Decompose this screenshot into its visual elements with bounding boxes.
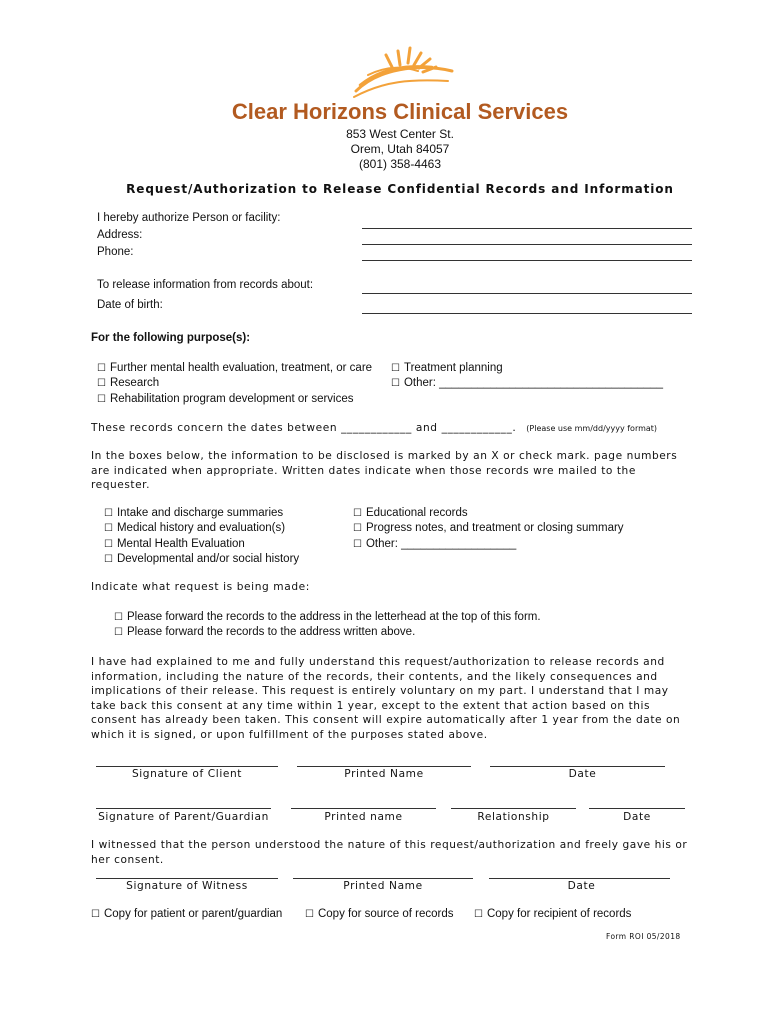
checkbox-icon[interactable]: ☐ — [91, 909, 100, 920]
witness-statement: I witnessed that the person understood the nature of this request/authorization and freely gave his or her consent. — [91, 839, 688, 866]
recipient-phone-field[interactable] — [362, 260, 692, 261]
record-option[interactable]: ☐ Developmental and/or social history — [104, 553, 300, 565]
checkbox-icon[interactable]: ☐ — [353, 508, 362, 519]
dob-label: Date of birth: — [97, 299, 163, 311]
org-phone: (801) 358-4463 — [358, 157, 442, 171]
printed-name-label: Printed Name — [344, 768, 424, 780]
guardian-printed-name-field[interactable] — [291, 808, 436, 809]
client-signature-label: Signature of Client — [131, 768, 243, 780]
end-date-field[interactable]: ____________. — [441, 422, 517, 434]
recipient-address-field[interactable] — [362, 244, 692, 245]
release-about-label: To release information from records about: — [97, 279, 314, 291]
purpose-option[interactable]: ☐ Research — [97, 377, 160, 389]
date-label: Date — [623, 811, 651, 823]
witness-signature-label: Signature of Witness — [126, 880, 248, 892]
purpose-option[interactable]: ☐ Further mental health evaluation, treatment, or care — [97, 362, 373, 374]
client-date-field[interactable] — [490, 766, 665, 767]
checkbox-icon[interactable]: ☐ — [353, 539, 362, 550]
address-line-2: Orem, Utah 84057 — [350, 142, 450, 156]
witness-printed-name-field[interactable] — [293, 878, 473, 879]
dates-line: These records concern the dates between ____________ and ____________. (Please use mm/dd/yyyy format) — [91, 422, 658, 434]
copy-option[interactable]: ☐ Copy for source of records — [305, 908, 454, 920]
request-option[interactable]: ☐ Please forward the records to the address in the letterhead at the top of this form. — [114, 611, 541, 623]
client-printed-name-field[interactable] — [297, 766, 471, 767]
record-option[interactable]: ☐ Medical history and evaluation(s) — [104, 522, 286, 534]
checkbox-icon[interactable]: ☐ — [104, 554, 113, 565]
consent-text: I have had explained to me and fully understand this request/authorization to release records and information, including the nature of the records, their contents, and the likely consequences and implications of their release. This request is entirely voluntary on my part. I understand that I may take back this consent at any time within 1 year, except to the extent that action based on this consent has already been taken. This consent will expire automatically after 1 year from the date on which it is signed, or upon fulfillment of the purposes stated above. — [91, 656, 681, 741]
copy-option[interactable]: ☐ Copy for recipient of records — [474, 908, 632, 920]
checkbox-icon[interactable]: ☐ — [353, 523, 362, 534]
guardian-signature-field[interactable] — [96, 808, 271, 809]
checkbox-icon[interactable]: ☐ — [104, 539, 113, 550]
date-label: Date — [567, 880, 596, 892]
record-option[interactable]: ☐ Intake and discharge summaries — [104, 507, 284, 519]
witness-date-field[interactable] — [489, 878, 670, 879]
record-option[interactable]: ☐ Mental Health Evaluation — [104, 538, 245, 550]
record-option[interactable]: ☐ Educational records — [353, 507, 468, 519]
date-label: Date — [568, 768, 597, 780]
org-name: Clear Horizons Clinical Services — [231, 99, 569, 124]
record-option[interactable]: ☐ Progress notes, and treatment or closing summary — [353, 522, 624, 534]
request-option[interactable]: ☐ Please forward the records to the address written above. — [114, 626, 416, 638]
request-heading: Indicate what request is being made: — [91, 581, 310, 593]
recipient-name-field[interactable] — [362, 228, 692, 229]
checkbox-icon[interactable]: ☐ — [305, 909, 314, 920]
sun-logo — [348, 45, 458, 100]
client-name-field[interactable] — [362, 293, 692, 294]
checkbox-icon[interactable]: ☐ — [97, 363, 106, 374]
purpose-option[interactable]: ☐ Treatment planning — [391, 362, 503, 374]
record-option[interactable]: ☐ Other: __________________ — [353, 538, 517, 550]
authorize-label: I hereby authorize Person or facility: — [97, 212, 281, 224]
printed-name-label: Printed Name — [343, 880, 423, 892]
copy-option[interactable]: ☐ Copy for patient or parent/guardian — [91, 908, 283, 920]
instructions: In the boxes below, the information to be disclosed is marked by an X or check mark. page numbers are indicated when appropriate. Written dates indicate when those records wre mailed to the requester. — [91, 450, 678, 491]
guardian-signature-label: Signature of Parent/Guardian — [98, 811, 269, 823]
address-line-1: 853 West Center St. — [346, 127, 454, 141]
start-date-field[interactable]: ____________ — [341, 422, 412, 434]
checkbox-icon[interactable]: ☐ — [97, 378, 106, 389]
printed-name-label: Printed name — [324, 811, 403, 823]
checkbox-icon[interactable]: ☐ — [104, 523, 113, 534]
checkbox-icon[interactable]: ☐ — [391, 363, 400, 374]
checkbox-icon[interactable]: ☐ — [104, 508, 113, 519]
checkbox-icon[interactable]: ☐ — [97, 394, 106, 405]
client-signature-field[interactable] — [96, 766, 278, 767]
checkbox-icon[interactable]: ☐ — [391, 378, 400, 389]
address-label: Address: — [97, 229, 143, 241]
phone-label: Phone: — [97, 246, 134, 258]
dob-field[interactable] — [362, 313, 692, 314]
checkbox-icon[interactable]: ☐ — [114, 612, 123, 623]
purpose-option[interactable]: ☐ Rehabilitation program development or services — [97, 393, 354, 405]
witness-signature-field[interactable] — [96, 878, 278, 879]
relationship-field[interactable] — [451, 808, 576, 809]
purpose-heading: For the following purpose(s): — [91, 332, 251, 344]
checkbox-icon[interactable]: ☐ — [474, 909, 483, 920]
form-title: Request/Authorization to Release Confidential Records and Information — [126, 182, 674, 196]
date-format-note: (Please use mm/dd/yyyy format) — [526, 424, 658, 433]
guardian-date-field[interactable] — [589, 808, 685, 809]
relationship-label: Relationship — [477, 811, 550, 823]
checkbox-icon[interactable]: ☐ — [114, 627, 123, 638]
purpose-option[interactable]: ☐ Other: ___________________________________ — [391, 377, 663, 389]
form-version: Form ROI 05/2018 — [606, 932, 681, 941]
